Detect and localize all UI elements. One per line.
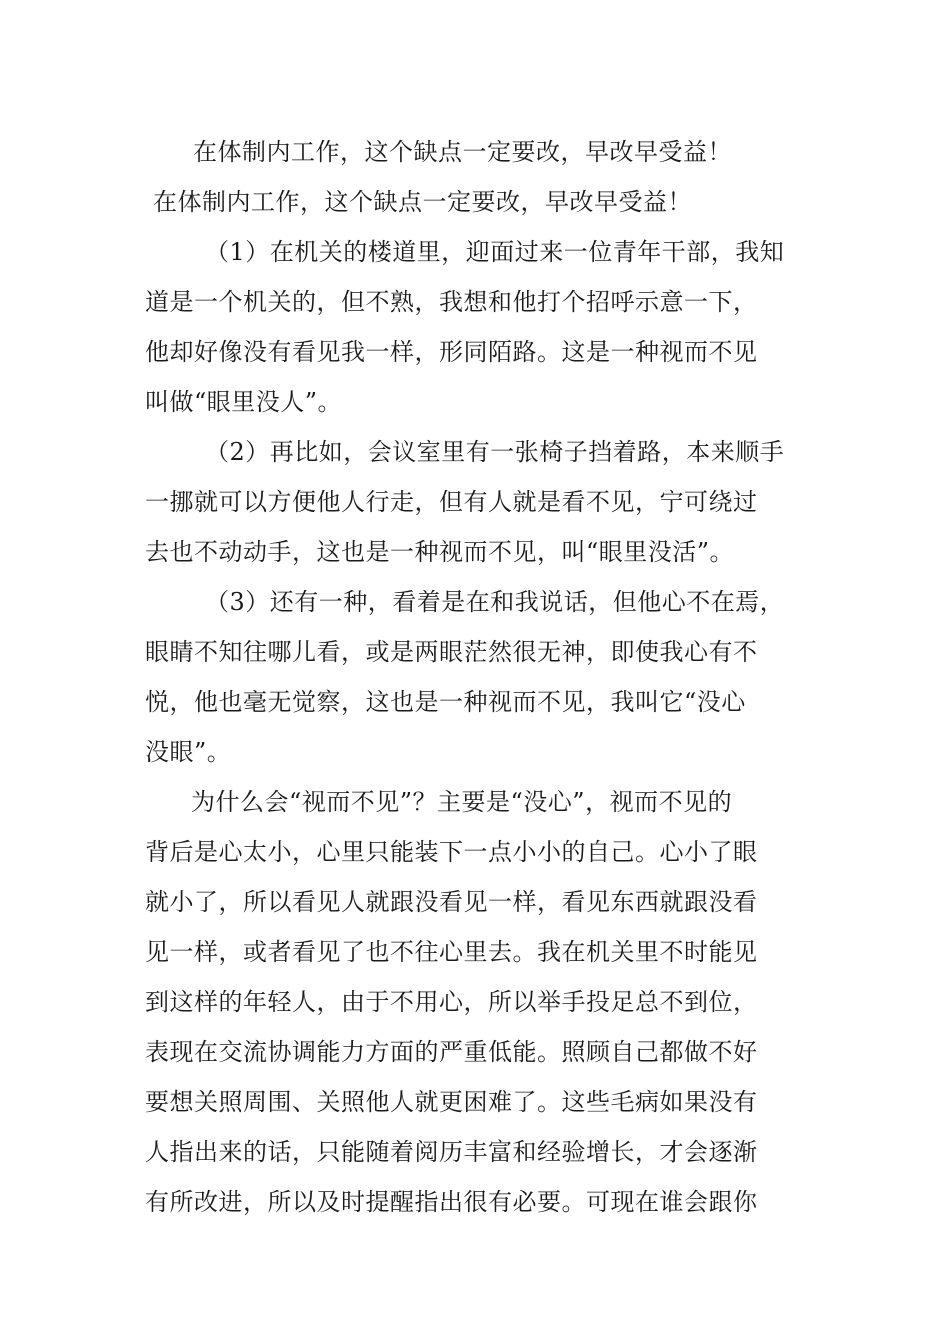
paragraph-4-line-7: 要想关照周围、关照他人就更困难了。这些毛病如果没有 — [145, 1088, 758, 1116]
paragraph-3-line-4: 没眼”。 — [145, 738, 232, 766]
paragraph-1-line-1: （1）在机关的楼道里，迎面过来一位青年干部，我知 — [205, 238, 785, 266]
paragraph-2-line-1: （2）再比如，会议室里有一张椅子挡着路，本来顺手 — [205, 438, 785, 466]
paragraph-3-line-1: （3）还有一种，看着是在和我说话，但他心不在焉， — [205, 588, 785, 616]
paragraph-4-line-1: 为什么会“视而不见”？主要是“没心”，视而不见的 — [191, 788, 733, 816]
paragraph-4-line-3: 就小了，所以看见人就跟没看见一样，看见东西就跟没看 — [145, 888, 758, 916]
paragraph-4-line-8: 人指出来的话，只能随着阅历丰富和经验增长，才会逐渐 — [145, 1138, 758, 1166]
document-title-repeat: 在体制内工作，这个缺点一定要改，早改早受益！ — [153, 188, 692, 216]
paragraph-1-line-3: 他却好像没有看见我一样，形同陌路。这是一种视而不见 — [145, 338, 758, 366]
document-title: 在体制内工作，这个缺点一定要改，早改早受益！ — [193, 138, 732, 166]
paragraph-3-line-2: 眼睛不知往哪儿看，或是两眼茫然很无神，即使我心有不 — [145, 638, 758, 666]
paragraph-4-line-5: 到这样的年轻人，由于不用心，所以举手投足总不到位， — [145, 988, 758, 1016]
paragraph-3-line-3: 悦，他也毫无觉察，这也是一种视而不见，我叫它“没心 — [145, 688, 746, 716]
paragraph-2-line-2: 一挪就可以方便他人行走，但有人就是看不见，宁可绕过 — [145, 488, 758, 516]
paragraph-4-line-9: 有所改进，所以及时提醒指出很有必要。可现在谁会跟你 — [145, 1188, 758, 1216]
paragraph-1-line-2: 道是一个机关的，但不熟，我想和他打个招呼示意一下， — [145, 288, 758, 316]
paragraph-2-line-3: 去也不动动手，这也是一种视而不见，叫“眼里没活”。 — [145, 538, 735, 566]
document-body — [145, 127, 805, 1227]
paragraph-4-line-2: 背后是心太小，心里只能装下一点小小的自己。心小了眼 — [145, 838, 758, 866]
paragraph-4-line-4: 见一样，或者看见了也不往心里去。我在机关里不时能见 — [145, 938, 758, 966]
paragraph-4-line-6: 表现在交流协调能力方面的严重低能。照顾自己都做不好 — [145, 1038, 758, 1066]
paragraph-1-line-4: 叫做“眼里没人”。 — [145, 388, 343, 416]
